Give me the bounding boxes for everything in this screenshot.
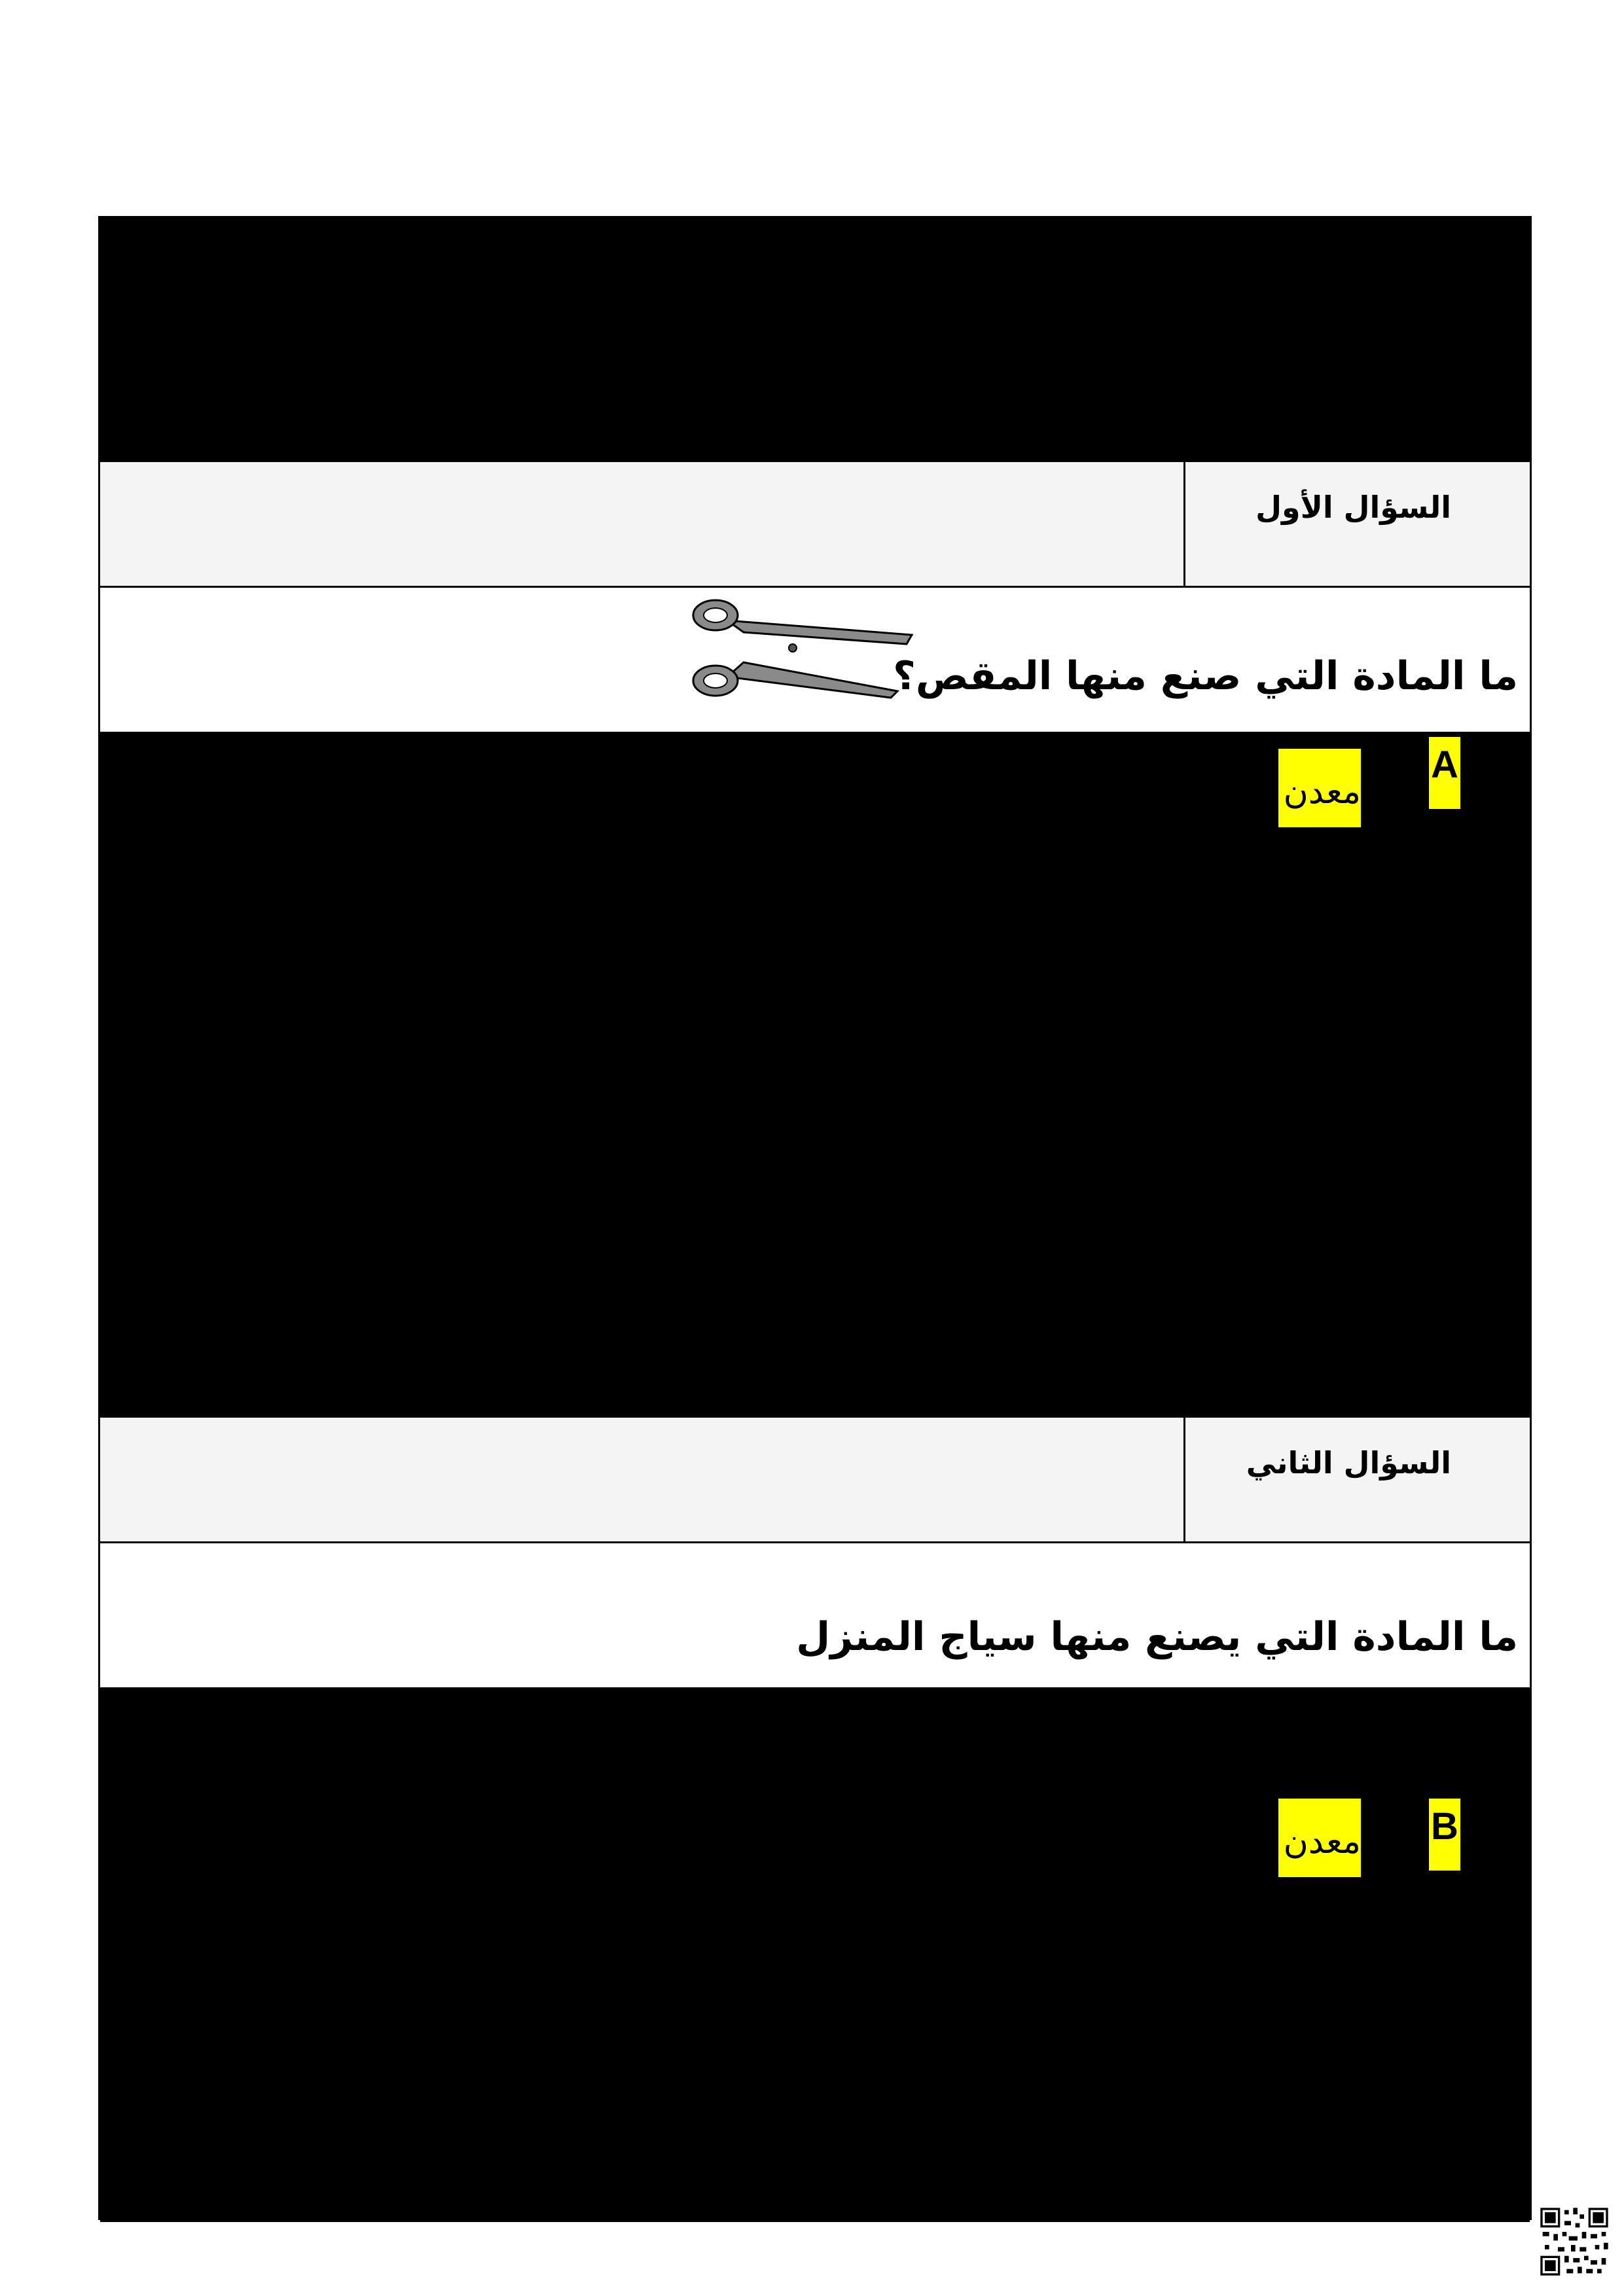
- qr-code-icon: [1538, 2206, 1610, 2278]
- question-1-answer-area: [100, 732, 1530, 1416]
- question-2-text: ما المادة التي يصنع منها سياج المنزل: [796, 1614, 1518, 1660]
- scissors-icon: [681, 594, 921, 703]
- question-1-text: ما المادة التي صنع منها المقص؟: [893, 653, 1518, 699]
- label-cell-divider: [1183, 1418, 1185, 1541]
- label-cell-divider: [1183, 462, 1185, 586]
- question-2-label-row: [100, 1416, 1530, 1543]
- option-a-answer: معدن: [1278, 749, 1361, 827]
- question-2-answer-area: [100, 1687, 1530, 2222]
- worksheet: [98, 216, 1532, 2220]
- question-1-label-row: [100, 460, 1530, 588]
- question-2-row: [100, 1543, 1530, 1687]
- question-2-label: السؤال الثاني: [1246, 1445, 1451, 1480]
- question-1-row: [100, 588, 1530, 732]
- option-b-answer: معدن: [1278, 1799, 1361, 1877]
- redacted-header-block: [100, 218, 1530, 460]
- option-a-letter: A: [1429, 737, 1460, 809]
- question-1-label: السؤال الأول: [1255, 490, 1451, 525]
- option-b-letter: B: [1429, 1799, 1460, 1871]
